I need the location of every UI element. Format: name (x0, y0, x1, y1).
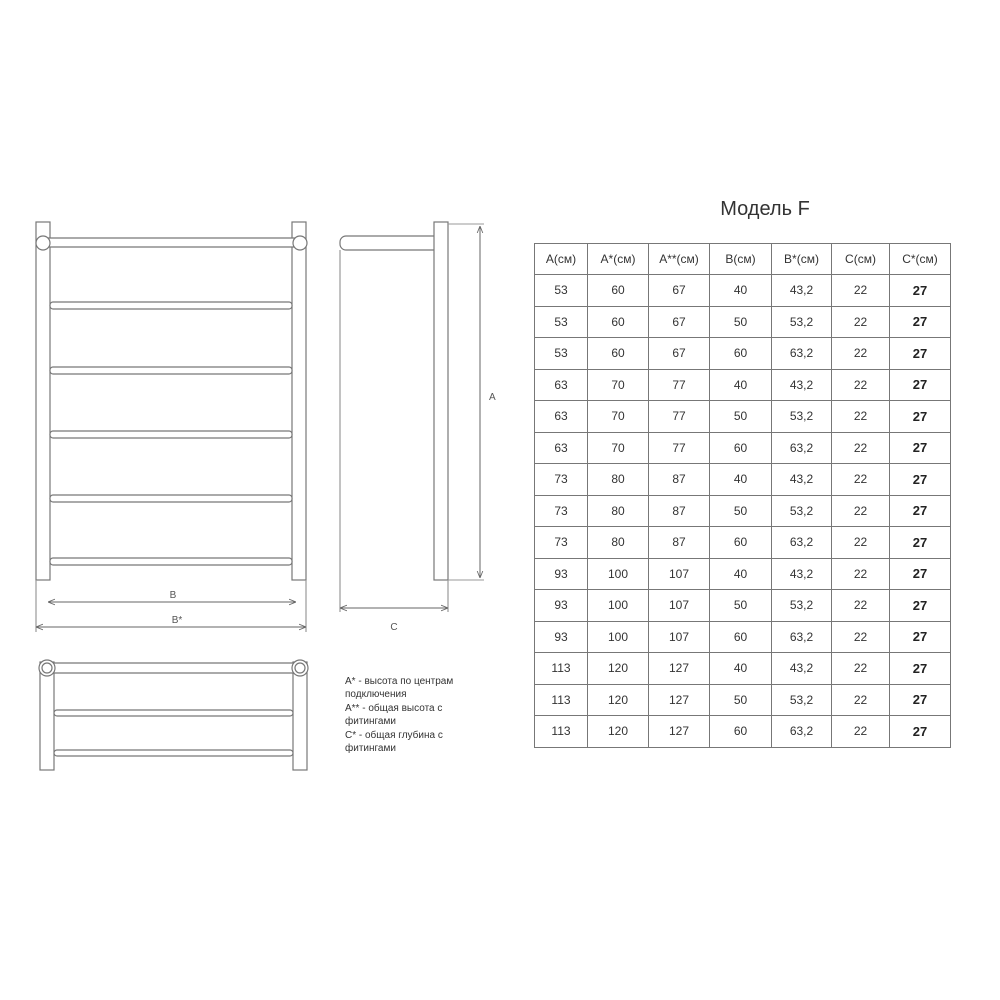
table-cell: 22 (832, 621, 890, 653)
table-cell: 107 (649, 558, 710, 590)
front-left-post (36, 222, 50, 580)
table-row (535, 432, 951, 464)
header-a: A(см) (535, 244, 588, 275)
table-cell: 22 (832, 401, 890, 433)
table-cell: 93 (535, 558, 588, 590)
table-cell: 53 (535, 306, 588, 338)
table-cell: 73 (535, 527, 588, 559)
table-cell: 27 (890, 338, 951, 370)
table-cell: 22 (832, 275, 890, 307)
top-view (39, 660, 308, 770)
table-cell: 27 (890, 653, 951, 685)
table-cell: 27 (890, 621, 951, 653)
table-cell: 27 (890, 495, 951, 527)
table-cell: 53,2 (772, 495, 832, 527)
table-cell: 100 (588, 590, 649, 622)
table-cell: 80 (588, 495, 649, 527)
table-row (535, 590, 951, 622)
table-cell: 22 (832, 432, 890, 464)
table-cell: 63,2 (772, 621, 832, 653)
table-cell: 22 (832, 495, 890, 527)
table-row (535, 558, 951, 590)
table-cell: 27 (890, 369, 951, 401)
table-cell: 27 (890, 527, 951, 559)
dimension-b-star-label: B* (171, 615, 183, 626)
table-cell: 70 (588, 432, 649, 464)
dimensions-table (534, 243, 951, 748)
table-cell: 53 (535, 275, 588, 307)
table-row (535, 306, 951, 338)
table-cell: 27 (890, 590, 951, 622)
table-cell: 27 (890, 558, 951, 590)
table-row (535, 684, 951, 716)
table-cell: 27 (890, 432, 951, 464)
front-rung-2 (50, 367, 292, 374)
table-cell: 50 (710, 306, 772, 338)
table-cell: 43,2 (772, 275, 832, 307)
table-body (535, 275, 951, 748)
table-cell: 77 (649, 369, 710, 401)
table-row (535, 621, 951, 653)
table-row (535, 338, 951, 370)
table-cell: 113 (535, 684, 588, 716)
table-cell: 27 (890, 464, 951, 496)
table-header-row (535, 244, 951, 275)
table-cell: 60 (710, 527, 772, 559)
front-rung-4 (50, 495, 292, 502)
table-cell: 60 (588, 306, 649, 338)
table-cell: 27 (890, 275, 951, 307)
dimension-c-label: C (390, 622, 398, 633)
table-cell: 80 (588, 464, 649, 496)
table-row (535, 275, 951, 307)
table-cell: 40 (710, 369, 772, 401)
top-top-rail (46, 663, 300, 673)
side-view (340, 222, 448, 612)
table-cell: 63 (535, 432, 588, 464)
table-cell: 50 (710, 684, 772, 716)
table-cell: 87 (649, 495, 710, 527)
top-left-connector-inner (42, 663, 52, 673)
table-cell: 70 (588, 401, 649, 433)
table-cell: 60 (710, 338, 772, 370)
table-cell: 87 (649, 527, 710, 559)
table-cell: 93 (535, 621, 588, 653)
table-cell: 40 (710, 275, 772, 307)
table-cell: 22 (832, 306, 890, 338)
table-cell: 50 (710, 495, 772, 527)
table-cell: 120 (588, 716, 649, 748)
note-a-star: A* - высота по центрам подключения (345, 676, 454, 700)
notes-legend (345, 675, 480, 756)
table-cell: 73 (535, 464, 588, 496)
table-cell: 43,2 (772, 369, 832, 401)
front-view (36, 222, 307, 632)
top-right-post (293, 662, 307, 770)
dimension-a-label: A (489, 392, 496, 403)
front-rung-5 (50, 558, 292, 565)
table-cell: 60 (710, 716, 772, 748)
top-right-connector-inner (295, 663, 305, 673)
table-row (535, 716, 951, 748)
table-cell: 22 (832, 558, 890, 590)
table-cell: 27 (890, 684, 951, 716)
front-right-post (292, 222, 306, 580)
table-cell: 53,2 (772, 306, 832, 338)
table-cell: 22 (832, 369, 890, 401)
front-rung-1 (50, 302, 292, 309)
table-cell: 100 (588, 558, 649, 590)
table-cell: 22 (832, 684, 890, 716)
table-cell: 63 (535, 369, 588, 401)
table-cell: 113 (535, 653, 588, 685)
table-cell: 22 (832, 653, 890, 685)
header-b: B(см) (710, 244, 772, 275)
table-cell: 40 (710, 653, 772, 685)
table-cell: 80 (588, 527, 649, 559)
header-c: C(см) (832, 244, 890, 275)
side-top-rail (340, 236, 440, 250)
table-cell: 40 (710, 464, 772, 496)
top-rung-2 (54, 750, 293, 756)
side-post (434, 222, 448, 580)
table-cell: 22 (832, 464, 890, 496)
table-cell: 53,2 (772, 401, 832, 433)
table-cell: 77 (649, 432, 710, 464)
table-cell: 22 (832, 590, 890, 622)
dimension-b-label: B (169, 590, 177, 601)
table-row (535, 653, 951, 685)
header-c-star: C*(см) (890, 244, 951, 275)
table-cell: 43,2 (772, 464, 832, 496)
table-cell: 63,2 (772, 432, 832, 464)
side-dimensions (340, 224, 484, 608)
table-cell: 63,2 (772, 338, 832, 370)
top-left-post (40, 662, 54, 770)
table-cell: 60 (710, 621, 772, 653)
table-cell: 107 (649, 590, 710, 622)
model-title: Модель F (720, 198, 810, 220)
table-row (535, 495, 951, 527)
table-cell: 27 (890, 401, 951, 433)
table-cell: 127 (649, 716, 710, 748)
table-cell: 120 (588, 684, 649, 716)
header-b-star: B*(см) (772, 244, 832, 275)
table-cell: 50 (710, 401, 772, 433)
table-cell: 107 (649, 621, 710, 653)
table-cell: 27 (890, 306, 951, 338)
table-row (535, 527, 951, 559)
front-top-rail (44, 238, 300, 247)
front-left-connector (36, 236, 50, 250)
table-row (535, 401, 951, 433)
note-a-double-star: A** - общая высота с фитингами (345, 703, 443, 727)
note-c-star: C* - общая глубина с фитингами (345, 730, 443, 754)
table-cell: 77 (649, 401, 710, 433)
table-cell: 73 (535, 495, 588, 527)
table-cell: 22 (832, 527, 890, 559)
front-right-connector (293, 236, 307, 250)
table-cell: 53,2 (772, 590, 832, 622)
table-cell: 67 (649, 338, 710, 370)
table-cell: 127 (649, 684, 710, 716)
table-cell: 67 (649, 275, 710, 307)
table-row (535, 369, 951, 401)
table-cell: 22 (832, 716, 890, 748)
table-cell: 50 (710, 590, 772, 622)
table-cell: 60 (588, 275, 649, 307)
table-cell: 43,2 (772, 558, 832, 590)
table-row (535, 464, 951, 496)
table-cell: 120 (588, 653, 649, 685)
table-cell: 27 (890, 716, 951, 748)
table-cell: 93 (535, 590, 588, 622)
table-cell: 63,2 (772, 716, 832, 748)
table-cell: 70 (588, 369, 649, 401)
table-cell: 53 (535, 338, 588, 370)
table-cell: 53,2 (772, 684, 832, 716)
table-cell: 22 (832, 338, 890, 370)
header-a-star: A*(см) (588, 244, 649, 275)
table-cell: 63 (535, 401, 588, 433)
table-cell: 60 (710, 432, 772, 464)
table-cell: 60 (588, 338, 649, 370)
header-a-double-star: A**(см) (649, 244, 710, 275)
table-cell: 100 (588, 621, 649, 653)
table-cell: 63,2 (772, 527, 832, 559)
table-cell: 113 (535, 716, 588, 748)
table-cell: 67 (649, 306, 710, 338)
table-cell: 43,2 (772, 653, 832, 685)
top-rung-1 (54, 710, 293, 716)
table-cell: 40 (710, 558, 772, 590)
front-rung-3 (50, 431, 292, 438)
table-cell: 127 (649, 653, 710, 685)
table-cell: 87 (649, 464, 710, 496)
